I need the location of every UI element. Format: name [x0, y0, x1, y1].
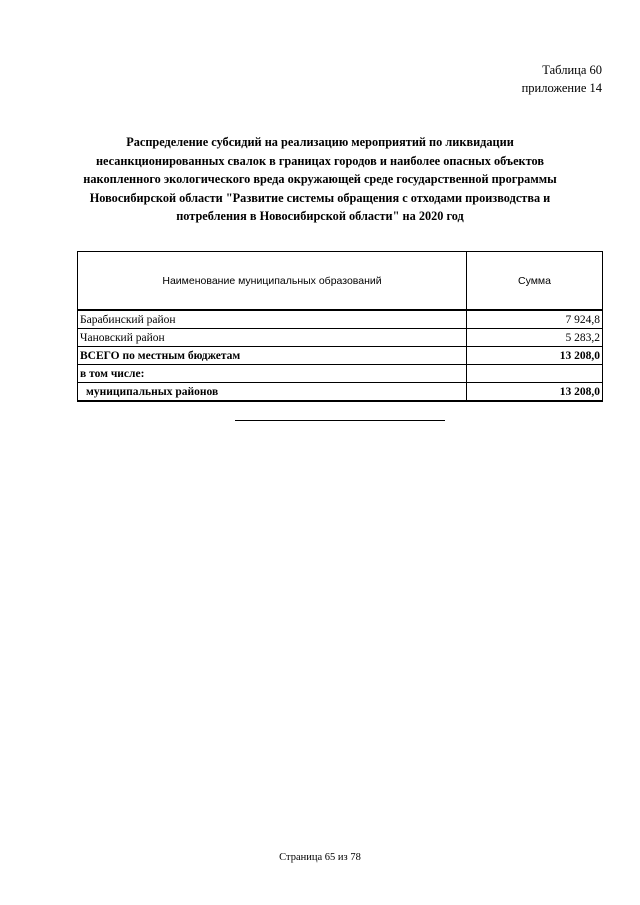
- row-total-sum: 13 208,0: [467, 347, 603, 365]
- page-footer: Страница 65 из 78: [279, 852, 361, 863]
- title-line: потребления в Новосибирской области" на 2020 год: [176, 209, 464, 223]
- appendix-number: приложение 14: [521, 81, 602, 95]
- table-row-districts: [78, 383, 603, 402]
- row-sum: 5 283,2: [467, 329, 603, 347]
- row-municipality-name: Чановский район: [78, 329, 467, 347]
- row-districts-sum: 13 208,0: [467, 383, 603, 402]
- table-header-row: [78, 252, 603, 311]
- title-line: накопленного экологического вреда окружающей среде государственной программы: [83, 172, 557, 186]
- column-header-name: Наименование муниципальных образований: [78, 252, 467, 311]
- separator-line: [235, 420, 445, 421]
- row-total-label: ВСЕГО по местным бюджетам: [78, 347, 467, 365]
- title-line: Распределение субсидий на реализацию мероприятий по ликвидации: [126, 135, 514, 149]
- document-header: [522, 61, 602, 97]
- subsidy-table: [77, 251, 603, 402]
- column-header-sum: Сумма: [467, 252, 603, 311]
- table-row: [78, 310, 603, 329]
- row-municipality-name: Барабинский район: [78, 310, 467, 329]
- row-sum: 7 924,8: [467, 310, 603, 329]
- table-row-including: [78, 365, 603, 383]
- table-row-total: [78, 347, 603, 365]
- row-including-label: в том числе:: [78, 365, 467, 383]
- title-line: Новосибирской области "Развитие системы обращения с отходами производства и: [89, 190, 551, 205]
- table-number: Таблица 60: [542, 63, 602, 77]
- row-including-sum: [467, 365, 603, 383]
- table-row: [78, 329, 603, 347]
- document-title: [60, 133, 580, 226]
- row-districts-label: муниципальных районов: [78, 383, 467, 402]
- title-line: несанкционированных свалок в границах городов и наиболее опасных объектов: [95, 153, 545, 168]
